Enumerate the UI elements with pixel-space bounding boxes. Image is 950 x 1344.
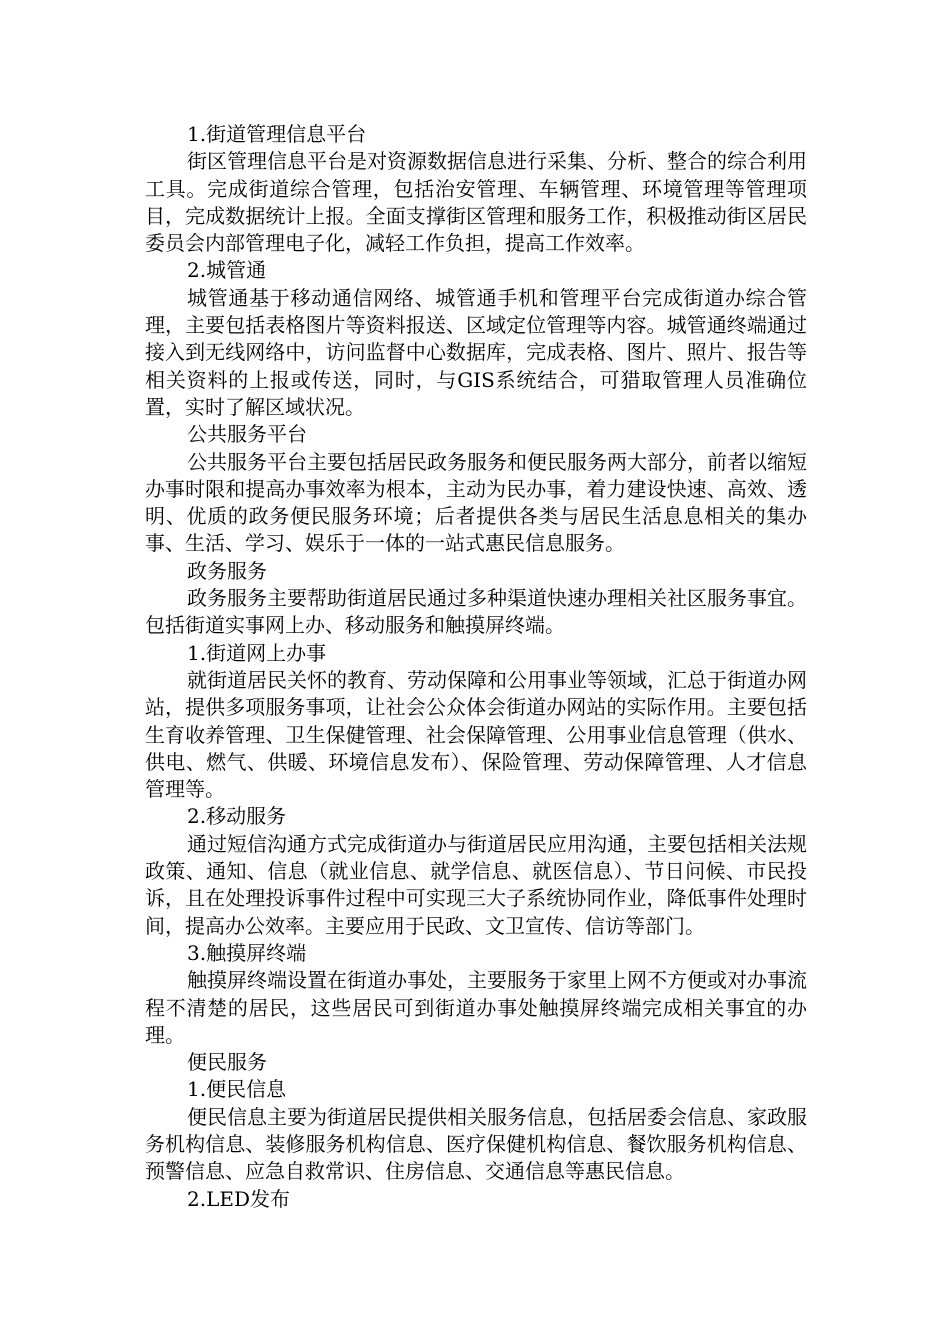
heading-convenience-services: 便民服务 <box>187 1050 267 1075</box>
heading-touch-terminal: 3.触摸屏终端 <box>187 940 307 965</box>
paragraph-urban-management-link: 城管通基于移动通信网络、城管通手机和管理平台完成街道办综合管理，主要包括表格图片等资料报送、区域定位管理等内容。城管通终端通过接入到无线网络中，访问监督中心数据库，完成表格、图片、照片、报告等相关资料的上报或传送，同时，与GIS系统结合，可猎取管理人员准确位置，实时了解区域状况。 <box>145 285 807 419</box>
heading-urban-management-link: 2.城管通 <box>187 258 267 283</box>
heading-convenience-info: 1.便民信息 <box>187 1077 287 1102</box>
paragraph-mobile-services: 通过短信沟通方式完成街道办与街道居民应用沟通，主要包括相关法规政策、通知、信息（就业信息、就学信息、就医信息）、节日问候、市民投诉，且在处理投诉事件过程中可实现三大子系统协同作业，降低事件处理时间，提高办公效率。主要应用于民政、文卫宣传、信访等部门。 <box>145 831 807 938</box>
heading-mobile-services: 2.移动服务 <box>187 804 287 829</box>
paragraph-street-management-platform: 街区管理信息平台是对资源数据信息进行采集、分析、整合的综合利用工具。完成街道综合管理，包括治安管理、车辆管理、环境管理等管理项目，完成数据统计上报。全面支撑街区管理和服务工作，积极推动街区居民委员会内部管理电子化，减轻工作负担，提高工作效率。 <box>145 149 807 256</box>
heading-government-services: 政务服务 <box>187 558 267 583</box>
paragraph-convenience-info: 便民信息主要为街道居民提供相关服务信息，包括居委会信息、家政服务机构信息、装修服务机构信息、医疗保健机构信息、餐饮服务机构信息、预警信息、应急自救常识、住房信息、交通信息等惠民信息。 <box>145 1104 807 1184</box>
heading-online-affairs: 1.街道网上办事 <box>187 640 327 665</box>
paragraph-public-service-platform: 公共服务平台主要包括居民政务服务和便民服务两大部分，前者以缩短办事时限和提高办事效率为根本，主动为民办事，着力建设快速、高效、透明、优质的政务便民服务环境；后者提供各类与居民生活息息相关的集办事、生活、学习、娱乐于一体的一站式惠民信息服务。 <box>145 449 807 556</box>
heading-led-publishing: 2.LED发布 <box>187 1186 290 1211</box>
heading-street-management-platform: 1.街道管理信息平台 <box>187 122 367 146</box>
paragraph-government-services: 政务服务主要帮助街道居民通过多种渠道快速办理相关社区服务事宜。包括街道实事网上办、移动服务和触摸屏终端。 <box>145 586 807 638</box>
heading-public-service-platform: 公共服务平台 <box>187 422 307 447</box>
paragraph-online-affairs: 就街道居民关怀的教育、劳动保障和公用事业等领域，汇总于街道办网站，提供多项服务事项，让社会公众体会街道办网站的实际作用。主要包括生育收养管理、卫生保健管理、社会保障管理、公用事业信息管理（供水、供电、燃气、供暖、环境信息发布）、保险管理、劳动保障管理、人才信息管理等。 <box>145 667 807 802</box>
paragraph-touch-terminal: 触摸屏终端设置在街道办事处，主要服务于家里上网不方便或对办事流程不清楚的居民，这些居民可到街道办事处触摸屏终端完成相关事宜的办理。 <box>145 968 807 1047</box>
document-body <box>145 121 807 1213</box>
